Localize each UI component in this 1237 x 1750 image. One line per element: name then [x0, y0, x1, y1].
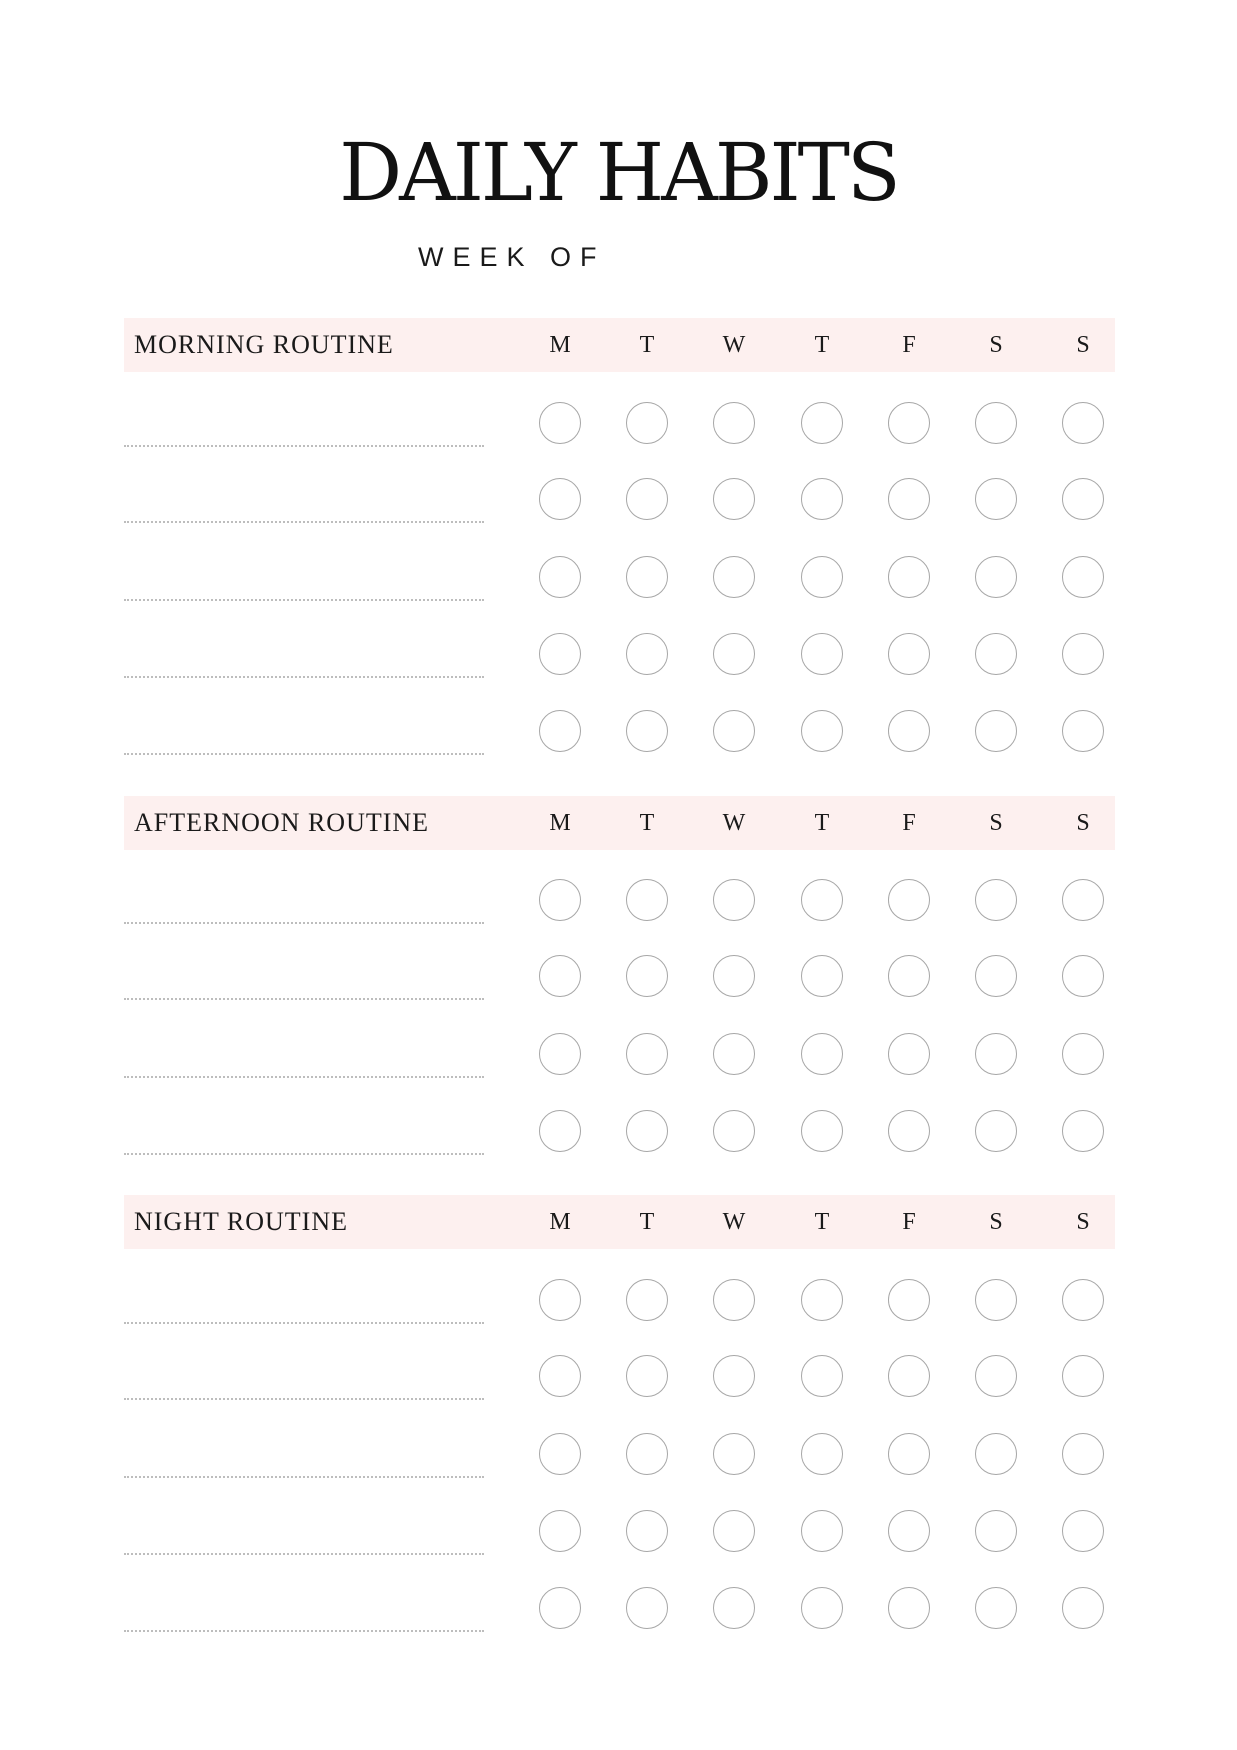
habit-name-line[interactable]: [124, 1076, 484, 1078]
night-routine-title: NIGHT ROUTINE: [134, 1207, 348, 1236]
habit-checkbox[interactable]: [539, 710, 581, 752]
habit-name-line[interactable]: [124, 521, 484, 523]
habit-checkbox[interactable]: [888, 1110, 930, 1152]
habit-checkbox[interactable]: [975, 1355, 1017, 1397]
habit-checkbox[interactable]: [975, 633, 1017, 675]
habit-checkbox[interactable]: [975, 1587, 1017, 1629]
habit-checkbox[interactable]: [539, 955, 581, 997]
day-label: M: [549, 332, 571, 358]
habit-checkbox[interactable]: [626, 1355, 668, 1397]
habit-checkbox[interactable]: [1062, 1110, 1104, 1152]
habit-name-line[interactable]: [124, 998, 484, 1000]
habit-checkbox[interactable]: [539, 1587, 581, 1629]
habit-checkbox[interactable]: [975, 402, 1017, 444]
day-label: S: [989, 810, 1003, 836]
habit-checkbox[interactable]: [539, 1110, 581, 1152]
habit-checkbox[interactable]: [888, 1587, 930, 1629]
habit-checkbox[interactable]: [888, 1510, 930, 1552]
habit-checkbox[interactable]: [713, 633, 755, 675]
habit-checkbox[interactable]: [888, 478, 930, 520]
habit-checkbox[interactable]: [1062, 402, 1104, 444]
day-label: T: [639, 1209, 655, 1235]
habit-checkbox[interactable]: [1062, 1433, 1104, 1475]
habit-checkbox[interactable]: [801, 955, 843, 997]
habit-checkbox[interactable]: [801, 633, 843, 675]
habit-name-line[interactable]: [124, 599, 484, 601]
habit-checkbox[interactable]: [626, 879, 668, 921]
habit-checkbox[interactable]: [539, 1433, 581, 1475]
habit-checkbox[interactable]: [1062, 710, 1104, 752]
habit-checkbox[interactable]: [626, 556, 668, 598]
habit-checkbox[interactable]: [975, 1433, 1017, 1475]
habit-checkbox[interactable]: [801, 1510, 843, 1552]
habit-checkbox[interactable]: [626, 1510, 668, 1552]
habit-checkbox[interactable]: [713, 1033, 755, 1075]
habit-checkbox[interactable]: [888, 1433, 930, 1475]
habit-checkbox[interactable]: [539, 556, 581, 598]
habit-checkbox[interactable]: [801, 556, 843, 598]
habit-checkbox[interactable]: [539, 478, 581, 520]
morning-routine-title: MORNING ROUTINE: [134, 330, 394, 359]
day-label: S: [1076, 1209, 1090, 1235]
day-label: M: [549, 1209, 571, 1235]
habit-checkbox[interactable]: [801, 879, 843, 921]
habit-checkbox[interactable]: [1062, 1510, 1104, 1552]
habit-checkbox[interactable]: [539, 633, 581, 675]
habit-checkbox[interactable]: [713, 879, 755, 921]
habit-checkbox[interactable]: [888, 955, 930, 997]
habit-checkbox[interactable]: [801, 1279, 843, 1321]
habit-checkbox[interactable]: [713, 1279, 755, 1321]
habit-checkbox[interactable]: [713, 1110, 755, 1152]
habit-checkbox[interactable]: [713, 478, 755, 520]
day-label: F: [902, 1209, 916, 1235]
habit-name-line[interactable]: [124, 1630, 484, 1632]
habit-checkbox[interactable]: [713, 1355, 755, 1397]
habit-checkbox[interactable]: [975, 710, 1017, 752]
habit-checkbox[interactable]: [801, 1433, 843, 1475]
habit-checkbox[interactable]: [975, 879, 1017, 921]
habit-checkbox[interactable]: [539, 879, 581, 921]
habit-checkbox[interactable]: [801, 1355, 843, 1397]
habit-checkbox[interactable]: [1062, 1279, 1104, 1321]
habit-checkbox[interactable]: [888, 1279, 930, 1321]
day-label: S: [989, 1209, 1003, 1235]
day-label: W: [722, 332, 746, 358]
habit-name-line[interactable]: [124, 1322, 484, 1324]
habit-checkbox[interactable]: [626, 1033, 668, 1075]
night-routine-header: [124, 1195, 1115, 1249]
habit-name-line[interactable]: [124, 753, 484, 755]
habit-name-line[interactable]: [124, 445, 484, 447]
habit-checkbox[interactable]: [1062, 1355, 1104, 1397]
habit-checkbox[interactable]: [801, 1033, 843, 1075]
habit-checkbox[interactable]: [626, 1110, 668, 1152]
habit-checkbox[interactable]: [539, 1355, 581, 1397]
habit-checkbox[interactable]: [975, 478, 1017, 520]
habit-checkbox[interactable]: [1062, 478, 1104, 520]
day-label: S: [1076, 332, 1090, 358]
habit-checkbox[interactable]: [626, 478, 668, 520]
habit-name-line[interactable]: [124, 1153, 484, 1155]
habit-checkbox[interactable]: [975, 1279, 1017, 1321]
habit-checkbox[interactable]: [888, 556, 930, 598]
habit-checkbox[interactable]: [975, 1110, 1017, 1152]
habit-checkbox[interactable]: [975, 556, 1017, 598]
habit-checkbox[interactable]: [801, 1110, 843, 1152]
habit-checkbox[interactable]: [801, 1587, 843, 1629]
day-label: T: [814, 332, 830, 358]
habit-checkbox[interactable]: [713, 710, 755, 752]
day-label: F: [902, 332, 916, 358]
habit-checkbox[interactable]: [626, 955, 668, 997]
habit-checkbox[interactable]: [1062, 1587, 1104, 1629]
morning-routine-header: [124, 318, 1115, 372]
day-label: W: [722, 1209, 746, 1235]
week-of-label: WEEK OF: [418, 242, 606, 272]
day-label: S: [989, 332, 1003, 358]
habit-checkbox[interactable]: [1062, 633, 1104, 675]
habit-checkbox[interactable]: [539, 1510, 581, 1552]
habit-checkbox[interactable]: [626, 402, 668, 444]
habit-checkbox[interactable]: [888, 1355, 930, 1397]
habit-checkbox[interactable]: [713, 955, 755, 997]
habit-checkbox[interactable]: [626, 1279, 668, 1321]
habit-name-line[interactable]: [124, 1553, 484, 1555]
habit-name-line[interactable]: [124, 676, 484, 678]
habit-checkbox[interactable]: [713, 402, 755, 444]
habit-checkbox[interactable]: [975, 1510, 1017, 1552]
day-label: S: [1076, 810, 1090, 836]
habit-checkbox[interactable]: [626, 710, 668, 752]
page-title: DAILY HABITS: [339, 126, 898, 219]
habit-name-line[interactable]: [124, 1476, 484, 1478]
habit-checkbox[interactable]: [1062, 879, 1104, 921]
habit-checkbox[interactable]: [888, 402, 930, 444]
habit-checkbox[interactable]: [888, 1033, 930, 1075]
habit-checkbox[interactable]: [539, 1033, 581, 1075]
habit-checkbox[interactable]: [626, 633, 668, 675]
habit-checkbox[interactable]: [801, 402, 843, 444]
habit-checkbox[interactable]: [888, 710, 930, 752]
habit-name-line[interactable]: [124, 922, 484, 924]
habit-checkbox[interactable]: [626, 1587, 668, 1629]
afternoon-routine-title: AFTERNOON ROUTINE: [134, 808, 430, 837]
habit-checkbox[interactable]: [975, 955, 1017, 997]
habit-checkbox[interactable]: [801, 710, 843, 752]
habit-checkbox[interactable]: [975, 1033, 1017, 1075]
habit-checkbox[interactable]: [713, 1587, 755, 1629]
day-label: T: [814, 1209, 830, 1235]
habit-checkbox[interactable]: [1062, 556, 1104, 598]
habit-checkbox[interactable]: [539, 402, 581, 444]
afternoon-routine-header: [124, 796, 1115, 850]
day-label: W: [722, 810, 746, 836]
habit-checkbox[interactable]: [1062, 955, 1104, 997]
habit-checkbox[interactable]: [713, 1433, 755, 1475]
day-label: T: [639, 810, 655, 836]
day-label: M: [549, 810, 571, 836]
habit-checkbox[interactable]: [801, 478, 843, 520]
day-label: T: [814, 810, 830, 836]
habit-checkbox[interactable]: [539, 1279, 581, 1321]
habit-checkbox[interactable]: [888, 879, 930, 921]
habit-checkbox[interactable]: [1062, 1033, 1104, 1075]
habit-checkbox[interactable]: [713, 556, 755, 598]
habit-name-line[interactable]: [124, 1398, 484, 1400]
habit-checkbox[interactable]: [888, 633, 930, 675]
habit-checkbox[interactable]: [626, 1433, 668, 1475]
day-label: T: [639, 332, 655, 358]
habit-checkbox[interactable]: [713, 1510, 755, 1552]
day-label: F: [902, 810, 916, 836]
